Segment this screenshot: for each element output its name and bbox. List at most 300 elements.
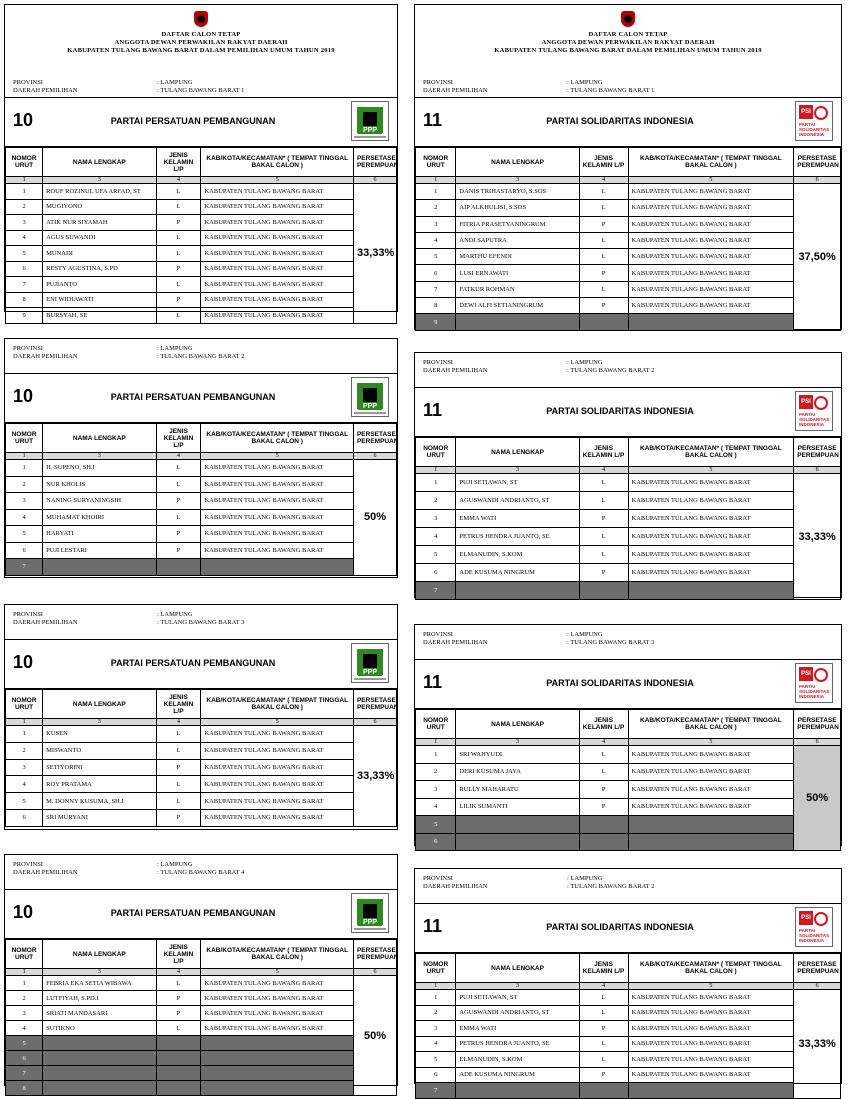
candidate-number: 4: [416, 232, 456, 248]
provinsi-value: : LAMPUNG: [567, 79, 603, 86]
candidate-residence: KABUPATEN TULANG BAWANG BARAT: [628, 492, 794, 510]
candidate-name: DANIS TRIHASTARYO, S.SOS: [456, 184, 579, 200]
candidate-residence: KABUPATEN TULANG BAWANG BARAT: [201, 809, 354, 826]
candidate-gender: L: [579, 184, 628, 200]
party-name: PARTAI SOLIDARITAS INDONESIA: [546, 406, 694, 416]
column-number: 4: [579, 739, 628, 746]
col-tempat-tinggal: KAB/KOTA/KECAMATAN* ( TEMPAT TINGGAL BAKAL CALON ): [628, 710, 794, 739]
candidate-name: FEBRIA EKA SETIA WIBAWA: [43, 976, 156, 991]
column-number: 4: [156, 177, 201, 184]
candidate-gender: L: [579, 1036, 628, 1052]
dapil-row: [9, 353, 397, 361]
table-row: [416, 249, 841, 265]
provinsi-row: [9, 79, 397, 87]
col-persentase: PERSETASE PEREMPUAN: [794, 438, 841, 467]
party-number: 10: [13, 902, 34, 922]
party-bar: [415, 387, 841, 437]
empty-row: [6, 1066, 397, 1081]
candidate-name: AGUS SUWANDI: [43, 230, 156, 246]
document-header: [415, 5, 841, 79]
dapil-label: DAERAH PEMILIHAN: [13, 87, 78, 94]
candidate-number: 4: [6, 776, 43, 793]
candidate-name: BURSYAH, SE: [43, 308, 156, 324]
empty-slot-number: 7: [416, 582, 456, 600]
candidate-name: RULLY MAHARATU: [456, 781, 579, 799]
candidate-number: 1: [6, 460, 43, 477]
candidate-number: 5: [6, 246, 43, 262]
column-number: 6: [794, 739, 841, 746]
empty-row: [416, 833, 841, 851]
party-name: PARTAI SOLIDARITAS INDONESIA: [546, 922, 694, 932]
candidate-name: EMMA WATI: [456, 1021, 579, 1037]
table-row: [6, 184, 397, 200]
dapil-row: [419, 367, 841, 375]
column-number: 5: [628, 467, 794, 474]
empty-cell: [456, 1083, 579, 1099]
header-line-3: KABUPATEN TULANG BAWANG BARAT DALAM PEMILIHAN UMUM TAHUN 2019: [494, 47, 762, 54]
party-number: 10: [13, 652, 34, 672]
candidate-gender: L: [579, 763, 628, 781]
candidate-name: ADE KUSUMA NINGRUM: [456, 564, 579, 582]
candidate-number: 6: [416, 265, 456, 281]
empty-cell: [43, 1066, 156, 1081]
candidate-gender: L: [156, 277, 201, 293]
column-number-row: [6, 177, 397, 184]
candidate-residence: KABUPATEN TULANG BAWANG BARAT: [201, 460, 354, 477]
column-number-row: [416, 467, 841, 474]
candidate-gender: P: [156, 809, 201, 826]
column-number: 5: [201, 969, 354, 976]
table-header-row: [6, 690, 397, 719]
candidate-residence: KABUPATEN TULANG BAWANG BARAT: [201, 308, 354, 324]
table-row: [6, 460, 397, 477]
col-nama-lengkap: NAMA LENGKAP: [43, 148, 156, 177]
table-row: [6, 991, 397, 1006]
candidate-name: SRI WAHYUDI: [456, 746, 579, 764]
candidate-residence: KABUPATEN TULANG BAWANG BARAT: [201, 542, 354, 559]
table-row: [416, 1036, 841, 1052]
party-number: 11: [423, 916, 443, 936]
column-number: 4: [156, 453, 201, 460]
candidate-residence: KABUPATEN TULANG BAWANG BARAT: [628, 1052, 794, 1068]
col-tempat-tinggal: KAB/KOTA/KECAMATAN* ( TEMPAT TINGGAL BAKAL CALON ): [201, 148, 354, 177]
col-tempat-tinggal: KAB/KOTA/KECAMATAN* ( TEMPAT TINGGAL BAKAL CALON ): [628, 954, 794, 983]
candidate-residence: KABUPATEN TULANG BAWANG BARAT: [628, 474, 794, 492]
column-number: 1: [416, 467, 456, 474]
table-row: [6, 476, 397, 493]
candidate-residence: KABUPATEN TULANG BAWANG BARAT: [628, 200, 794, 216]
candidate-number: 6: [6, 542, 43, 559]
empty-cell: [201, 1036, 354, 1051]
column-number: 5: [628, 177, 794, 184]
dapil-value: : TULANG BAWANG BARAT 3: [567, 639, 655, 646]
column-number: 1: [6, 453, 43, 460]
candidate-number: 3: [416, 216, 456, 232]
candidate-residence: KABUPATEN TULANG BAWANG BARAT: [201, 991, 354, 1006]
empty-cell: [156, 1066, 201, 1081]
candidate-number: 3: [6, 1006, 43, 1021]
candidate-residence: KABUPATEN TULANG BAWANG BARAT: [628, 564, 794, 582]
table-row: [6, 726, 397, 743]
candidate-gender: P: [156, 526, 201, 543]
column-number: 6: [353, 177, 396, 184]
party-name: PARTAI PERSATUAN PEMBANGUNAN: [110, 116, 276, 126]
empty-cell: [579, 833, 628, 851]
candidate-name: PUJI SETIAWAN, ST: [456, 990, 579, 1006]
empty-row: [416, 1083, 841, 1099]
candidate-name: PUJI SETIAWAN, ST: [456, 474, 579, 492]
table-row: [6, 292, 397, 308]
dapil-label: DAERAH PEMILIHAN: [423, 883, 488, 890]
candidate-name: ANDI SAPUTRA: [456, 232, 579, 248]
candidate-name: LUSI ERNAWATI: [456, 265, 579, 281]
candidate-number: 9: [6, 308, 43, 324]
candidate-name: FITRIA PRASETYANINGRUM: [456, 216, 579, 232]
candidate-residence: KABUPATEN TULANG BAWANG BARAT: [628, 249, 794, 265]
dapil-row: [419, 883, 841, 891]
col-jenis-kelamin: JENIS KELAMIN L/P: [579, 954, 628, 983]
candidate-gender: L: [156, 726, 201, 743]
dapil-label: DAERAH PEMILIHAN: [423, 87, 488, 94]
candidate-gender: L: [579, 249, 628, 265]
candidate-name: PETRUS HENDRA JUANTO, SE: [456, 1036, 579, 1052]
col-nama-lengkap: NAMA LENGKAP: [43, 690, 156, 719]
candidate-gender: L: [156, 742, 201, 759]
candidate-gender: L: [156, 199, 201, 215]
column-number: 6: [353, 719, 396, 726]
table-row: [416, 492, 841, 510]
empty-cell: [456, 816, 579, 834]
column-number: 1: [6, 177, 43, 184]
kpu-emblem-icon: [621, 11, 635, 27]
candidate-name: EMMA WATI: [456, 510, 579, 528]
column-number: 6: [794, 177, 841, 184]
candidate-name: AIP ALKHULISI, S.SOS: [456, 200, 579, 216]
kpu-emblem-icon: [194, 11, 208, 27]
provinsi-value: : LAMPUNG: [157, 345, 193, 352]
candidate-table: [415, 437, 841, 600]
candidate-gender: L: [156, 976, 201, 991]
candidate-name: ENI WIDIAWATI: [43, 292, 156, 308]
candidate-gender: L: [156, 308, 201, 324]
candidate-number: 4: [6, 230, 43, 246]
empty-row: [416, 314, 841, 330]
col-nama-lengkap: NAMA LENGKAP: [456, 954, 579, 983]
region-info: [415, 359, 841, 375]
candidate-gender: P: [156, 215, 201, 231]
women-percentage: 33,33%: [794, 990, 841, 1099]
column-number: 3: [456, 983, 579, 990]
empty-cell: [628, 833, 794, 851]
empty-cell: [201, 1081, 354, 1096]
candidate-residence: KABUPATEN TULANG BAWANG BARAT: [201, 493, 354, 510]
candidate-name: SETIYORINI: [43, 759, 156, 776]
candidate-name: RESTY AGUSTINA, S.PD: [43, 261, 156, 277]
region-info: [415, 631, 841, 647]
col-nama-lengkap: NAMA LENGKAP: [456, 148, 579, 177]
col-tempat-tinggal: KAB/KOTA/KECAMATAN* ( TEMPAT TINGGAL BAKAL CALON ): [628, 438, 794, 467]
table-row: [416, 564, 841, 582]
candidate-number: 1: [416, 990, 456, 1006]
region-info: [5, 345, 397, 361]
table-row: [416, 184, 841, 200]
col-jenis-kelamin: JENIS KELAMIN L/P: [579, 710, 628, 739]
dapil-label: DAERAH PEMILIHAN: [13, 869, 78, 876]
provinsi-label: PROVINSI: [423, 875, 453, 882]
table-row: [416, 216, 841, 232]
candidate-residence: KABUPATEN TULANG BAWANG BARAT: [628, 1067, 794, 1083]
table-header-row: [416, 438, 841, 467]
candidate-residence: KABUPATEN TULANG BAWANG BARAT: [201, 526, 354, 543]
provinsi-row: [9, 611, 397, 619]
dapil-row: [9, 87, 397, 95]
party-number: 10: [13, 110, 34, 130]
candidate-name: LILIK SUMANTI: [456, 798, 579, 816]
column-number: 6: [353, 453, 396, 460]
table-row: [6, 493, 397, 510]
women-percentage: 33,33%: [353, 726, 396, 827]
empty-row: [6, 1081, 397, 1096]
candidate-table: [5, 939, 397, 1096]
provinsi-row: [419, 631, 841, 639]
provinsi-value: : LAMPUNG: [567, 875, 603, 882]
provinsi-row: [419, 359, 841, 367]
col-persentase: PERSETASE PEREMPUAN: [794, 148, 841, 177]
dapil-value: : TULANG BAWANG BARAT 4: [157, 869, 245, 876]
table-row: [416, 528, 841, 546]
empty-cell: [579, 816, 628, 834]
candidate-number: 4: [6, 509, 43, 526]
table-row: [416, 746, 841, 764]
dapil-value: : TULANG BAWANG BARAT 1: [567, 87, 655, 94]
women-percentage: 50%: [353, 460, 396, 576]
women-percentage: 50%: [353, 976, 396, 1096]
column-number: 6: [794, 983, 841, 990]
candidate-gender: L: [156, 476, 201, 493]
column-number-row: [6, 453, 397, 460]
party-number: 11: [423, 672, 443, 692]
candidate-name: ELMANUDIN, S.KOM: [456, 546, 579, 564]
empty-slot-number: 5: [416, 816, 456, 834]
table-row: [416, 474, 841, 492]
candidate-residence: KABUPATEN TULANG BAWANG BARAT: [628, 528, 794, 546]
table-row: [416, 281, 841, 297]
empty-row: [416, 582, 841, 600]
table-row: [416, 232, 841, 248]
candidate-residence: KABUPATEN TULANG BAWANG BARAT: [628, 265, 794, 281]
candidate-residence: KABUPATEN TULANG BAWANG BARAT: [201, 1021, 354, 1036]
region-info: [5, 611, 397, 627]
column-number: 6: [794, 467, 841, 474]
candidate-gender: P: [579, 798, 628, 816]
column-number: 3: [456, 739, 579, 746]
candidate-number: 2: [6, 199, 43, 215]
candidate-number: 2: [6, 476, 43, 493]
col-nomor-urut: NOMOR URUT: [6, 424, 43, 453]
candidate-number: 6: [416, 1067, 456, 1083]
candidate-residence: KABUPATEN TULANG BAWANG BARAT: [201, 230, 354, 246]
candidate-number: 2: [416, 1005, 456, 1021]
candidate-list-panel: [414, 624, 842, 846]
dapil-label: DAERAH PEMILIHAN: [423, 367, 488, 374]
candidate-gender: L: [579, 1005, 628, 1021]
candidate-residence: KABUPATEN TULANG BAWANG BARAT: [201, 759, 354, 776]
candidate-gender: P: [579, 564, 628, 582]
empty-cell: [156, 559, 201, 576]
candidate-number: 3: [416, 1021, 456, 1037]
candidate-name: SRI MURYANI: [43, 809, 156, 826]
col-persentase: PERSETASE PEREMPUAN: [794, 954, 841, 983]
dapil-value: : TULANG BAWANG BARAT 3: [157, 619, 245, 626]
candidate-residence: KABUPATEN TULANG BAWANG BARAT: [201, 246, 354, 262]
column-number: 5: [628, 739, 794, 746]
provinsi-label: PROVINSI: [13, 861, 43, 868]
provinsi-row: [9, 861, 397, 869]
candidate-residence: KABUPATEN TULANG BAWANG BARAT: [201, 726, 354, 743]
column-number-row: [416, 177, 841, 184]
column-number: 4: [579, 177, 628, 184]
candidate-number: 4: [416, 528, 456, 546]
candidate-number: 2: [6, 991, 43, 1006]
empty-slot-number: 7: [6, 559, 43, 576]
candidate-residence: KABUPATEN TULANG BAWANG BARAT: [201, 976, 354, 991]
dapil-value: : TULANG BAWANG BARAT 2: [567, 883, 655, 890]
candidate-gender: P: [156, 991, 201, 1006]
candidate-gender: L: [579, 200, 628, 216]
provinsi-label: PROVINSI: [423, 359, 453, 366]
col-nomor-urut: NOMOR URUT: [416, 954, 456, 983]
region-info: [415, 79, 841, 95]
candidate-table: [415, 709, 841, 851]
empty-row: [6, 1051, 397, 1066]
column-number: 5: [201, 719, 354, 726]
col-persentase: PERSETASE PEREMPUAN: [353, 424, 396, 453]
candidate-residence: KABUPATEN TULANG BAWANG BARAT: [628, 1036, 794, 1052]
candidate-gender: P: [156, 493, 201, 510]
candidate-table: [415, 953, 841, 1099]
column-number: 1: [6, 969, 43, 976]
header-line-2: ANGGOTA DEWAN PERWAKILAN RAKYAT DAERAH: [114, 39, 288, 46]
candidate-name: MISWANTO: [43, 742, 156, 759]
candidate-name: DERI KUSUMA JAYA: [456, 763, 579, 781]
candidate-gender: P: [156, 759, 201, 776]
provinsi-value: : LAMPUNG: [157, 79, 193, 86]
candidate-residence: KABUPATEN TULANG BAWANG BARAT: [628, 232, 794, 248]
table-row: [6, 308, 397, 324]
party-name: PARTAI PERSATUAN PEMBANGUNAN: [110, 392, 276, 402]
empty-cell: [43, 1051, 156, 1066]
region-info: [415, 875, 841, 891]
ppp-logo-icon: [351, 893, 389, 933]
provinsi-label: PROVINSI: [13, 345, 43, 352]
candidate-name: HARYATI: [43, 526, 156, 543]
candidate-number: 4: [416, 798, 456, 816]
candidate-number: 6: [6, 261, 43, 277]
dapil-label: DAERAH PEMILIHAN: [423, 639, 488, 646]
table-row: [416, 1005, 841, 1021]
candidate-residence: KABUPATEN TULANG BAWANG BARAT: [628, 546, 794, 564]
candidate-residence: KABUPATEN TULANG BAWANG BARAT: [628, 763, 794, 781]
table-row: [6, 246, 397, 262]
column-number: 5: [201, 453, 354, 460]
column-number: 3: [43, 969, 156, 976]
candidate-gender: P: [579, 298, 628, 314]
table-row: [416, 1067, 841, 1083]
ppp-logo-icon: [351, 643, 389, 683]
candidate-list-panel: [4, 604, 398, 830]
table-row: [6, 776, 397, 793]
candidate-gender: L: [579, 232, 628, 248]
candidate-gender: P: [579, 1067, 628, 1083]
candidate-residence: KABUPATEN TULANG BAWANG BARAT: [201, 199, 354, 215]
candidate-residence: KABUPATEN TULANG BAWANG BARAT: [201, 1006, 354, 1021]
candidate-gender: L: [156, 230, 201, 246]
candidate-gender: L: [579, 746, 628, 764]
candidate-gender: P: [579, 265, 628, 281]
candidate-number: 1: [416, 746, 456, 764]
candidate-number: 7: [416, 281, 456, 297]
candidate-name: ROUF ROZINUL UFA ARFAD, ST: [43, 184, 156, 200]
candidate-gender: L: [156, 460, 201, 477]
table-row: [6, 509, 397, 526]
candidate-gender: L: [579, 528, 628, 546]
header-line-1: DAFTAR CALON TETAP: [161, 31, 241, 38]
table-row: [6, 215, 397, 231]
candidate-gender: L: [156, 776, 201, 793]
candidate-gender: L: [156, 246, 201, 262]
empty-slot-number: 9: [416, 314, 456, 330]
column-number: 3: [43, 719, 156, 726]
candidate-residence: KABUPATEN TULANG BAWANG BARAT: [628, 298, 794, 314]
provinsi-value: : LAMPUNG: [567, 359, 603, 366]
candidate-residence: KABUPATEN TULANG BAWANG BARAT: [201, 509, 354, 526]
table-row: [416, 298, 841, 314]
candidate-name: PUJIANTO: [43, 277, 156, 293]
ppp-logo-icon: [351, 377, 389, 417]
column-number: 4: [579, 467, 628, 474]
column-number: 6: [353, 969, 396, 976]
column-number: 5: [201, 177, 354, 184]
empty-cell: [579, 1083, 628, 1099]
candidate-number: 2: [416, 763, 456, 781]
col-tempat-tinggal: KAB/KOTA/KECAMATAN* ( TEMPAT TINGGAL BAKAL CALON ): [201, 424, 354, 453]
women-percentage: 50%: [794, 746, 841, 851]
candidate-gender: L: [579, 1052, 628, 1068]
empty-cell: [456, 314, 579, 330]
column-number: 5: [628, 983, 794, 990]
candidate-table: [5, 689, 397, 827]
empty-row: [6, 559, 397, 576]
candidate-residence: KABUPATEN TULANG BAWANG BARAT: [201, 261, 354, 277]
provinsi-label: PROVINSI: [423, 79, 453, 86]
candidate-residence: KABUPATEN TULANG BAWANG BARAT: [628, 510, 794, 528]
candidate-list-panel: [4, 338, 398, 578]
col-tempat-tinggal: KAB/KOTA/KECAMATAN* ( TEMPAT TINGGAL BAKAL CALON ): [201, 690, 354, 719]
candidate-gender: P: [579, 510, 628, 528]
candidate-number: 7: [6, 277, 43, 293]
candidate-number: 3: [416, 510, 456, 528]
candidate-list-panel: [4, 854, 399, 1092]
candidate-table: [5, 423, 397, 576]
candidate-residence: KABUPATEN TULANG BAWANG BARAT: [628, 990, 794, 1006]
col-nomor-urut: NOMOR URUT: [6, 690, 43, 719]
candidate-residence: KABUPATEN TULANG BAWANG BARAT: [628, 216, 794, 232]
col-tempat-tinggal: KAB/KOTA/KECAMATAN* ( TEMPAT TINGGAL BAKAL CALON ): [628, 148, 794, 177]
women-percentage: 37,50%: [794, 184, 841, 331]
table-row: [416, 265, 841, 281]
col-persentase: PERSETASE PEREMPUAN: [794, 710, 841, 739]
candidate-number: 8: [416, 298, 456, 314]
